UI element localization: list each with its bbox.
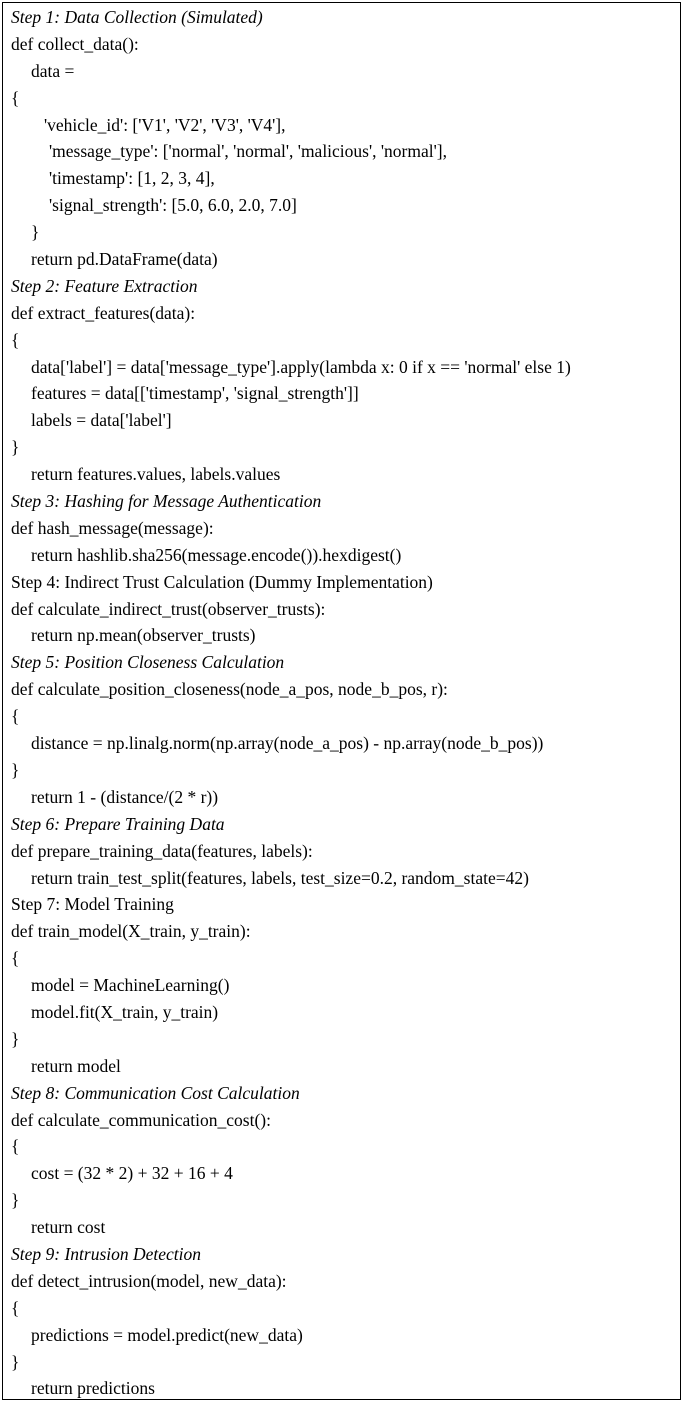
code-line: }: [11, 1190, 20, 1211]
code-line: }: [11, 1028, 20, 1049]
code-line: predictions = model.predict(new_data): [31, 1324, 303, 1345]
code-line: def calculate_indirect_trust(observer_trusts):: [11, 598, 326, 619]
code-line: def train_model(X_train, y_train):: [11, 921, 251, 942]
code-line: def calculate_position_closeness(node_a_pos, node_b_pos, r):: [11, 679, 448, 700]
code-line: model = MachineLearning(): [31, 975, 230, 996]
step-heading: Step 3: Hashing for Message Authentication: [11, 491, 322, 512]
code-line: }: [11, 1351, 20, 1372]
code-line: }: [11, 759, 20, 780]
code-line: {: [11, 87, 20, 108]
step-heading: Step 2: Feature Extraction: [11, 275, 198, 296]
code-line: return model: [31, 1055, 121, 1076]
code-line: 'message_type': ['normal', 'normal', 'malicious', 'normal'],: [49, 141, 447, 162]
code-line: return train_test_split(features, labels, test_size=0.2, random_state=42): [31, 867, 529, 888]
code-line: }: [31, 222, 40, 243]
code-line: return hashlib.sha256(message.encode()).hexdigest(): [31, 544, 402, 565]
code-line: def detect_intrusion(model, new_data):: [11, 1270, 287, 1291]
code-line: features = data[['timestamp', 'signal_strength']]: [31, 383, 359, 404]
code-line: return pd.DataFrame(data): [31, 249, 218, 270]
code-line: def extract_features(data):: [11, 302, 196, 323]
step-heading: Step 5: Position Closeness Calculation: [11, 652, 285, 673]
step-heading: Step 6: Prepare Training Data: [11, 813, 225, 834]
code-line: def prepare_training_data(features, labels):: [11, 840, 313, 861]
code-line: {: [11, 1136, 20, 1157]
code-line: data['label'] = data['message_type'].apply(lambda x: 0 if x == 'normal' else 1): [31, 356, 571, 377]
code-line: cost = (32 * 2) + 32 + 16 + 4: [31, 1163, 233, 1184]
code-line: }: [11, 437, 20, 458]
code-line: data =: [31, 60, 75, 81]
code-line: 'signal_strength': [5.0, 6.0, 2.0, 7.0]: [49, 195, 297, 216]
code-line: {: [11, 706, 20, 727]
code-line: return cost: [31, 1217, 106, 1238]
step-heading: Step 4: Indirect Trust Calculation (Dummy Implementation): [11, 571, 433, 592]
code-line: return 1 - (distance/(2 * r)): [31, 786, 219, 807]
code-line: return np.mean(observer_trusts): [31, 625, 256, 646]
code-line: model.fit(X_train, y_train): [31, 1001, 219, 1022]
step-heading: Step 8: Communication Cost Calculation: [11, 1082, 300, 1103]
step-heading: Step 9: Intrusion Detection: [11, 1243, 202, 1264]
code-line: 'vehicle_id': ['V1', 'V2', 'V3', 'V4'],: [44, 114, 286, 135]
code-line: {: [11, 329, 20, 350]
code-line: def calculate_communication_cost():: [11, 1109, 271, 1130]
code-line: def hash_message(message):: [11, 517, 214, 538]
code-line: 'timestamp': [1, 2, 3, 4],: [49, 168, 215, 189]
code-line: {: [11, 948, 20, 969]
code-line: def collect_data():: [11, 33, 139, 54]
code-line: return predictions: [31, 1378, 155, 1399]
code-line: {: [11, 1297, 20, 1318]
code-line: distance = np.linalg.norm(np.array(node_a_pos) - np.array(node_b_pos)): [31, 733, 544, 754]
step-heading: Step 7: Model Training: [11, 894, 174, 915]
step-heading: Step 1: Data Collection (Simulated): [11, 7, 263, 27]
code-line: return features.values, labels.values: [31, 464, 281, 485]
pseudocode-lines: [11, 4, 679, 1402]
code-line: labels = data['label']: [31, 410, 172, 431]
